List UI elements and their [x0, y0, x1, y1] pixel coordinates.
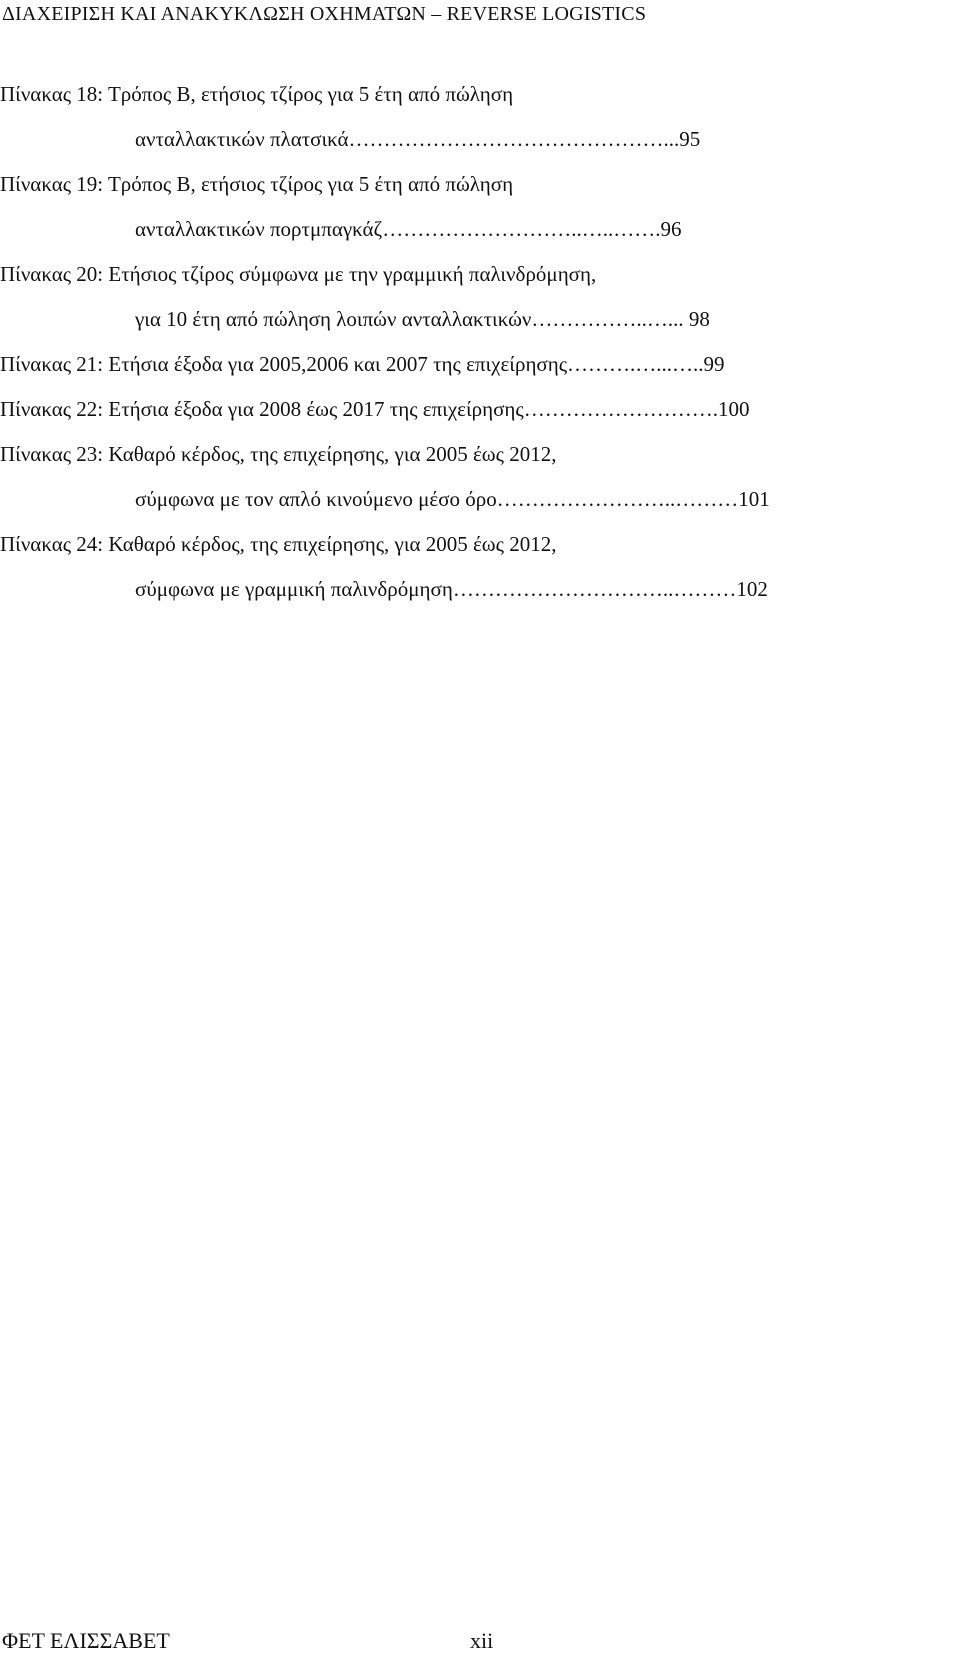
- toc-entry-23-continuation: σύμφωνα με τον απλό κινούμενο μέσο όρο……………………..………101: [135, 487, 770, 511]
- toc-entry-24-continuation: σύμφωνα με γραμμική παλινδρόμηση…………………………..………102: [135, 577, 768, 601]
- list-of-tables: [0, 72, 945, 612]
- running-header: ΔΙΑΧΕΙΡΙΣΗ ΚΑΙ ΑΝΑΚΥΚΛΩΣΗ ΟΧΗΜΑΤΩΝ – REVERSE LOGISTICS: [2, 3, 647, 25]
- toc-entry-21: Πίνακας 21: Ετήσια έξοδα για 2005,2006 και 2007 της επιχείρησης……….…...…..99: [0, 352, 725, 376]
- toc-entry-19-continuation: ανταλλακτικών πορτμπαγκάζ………………………..…..…….96: [135, 217, 682, 241]
- toc-entry-18-continuation: ανταλλακτικών πλατσικά………………………………………...95: [135, 127, 701, 151]
- toc-entry-23-title: Πίνακας 23: Καθαρό κέρδος, της επιχείρησης, για 2005 έως 2012,: [0, 442, 557, 466]
- toc-entry-20-title: Πίνακας 20: Ετήσιος τζίρος σύμφωνα με την γραμμική παλινδρόμηση,: [0, 262, 597, 286]
- footer-author: ΦΕΤ ΕΛΙΣΣΑΒΕΤ: [2, 1628, 170, 1653]
- toc-entry-18-title: Πίνακας 18: Τρόπος Β, ετήσιος τζίρος για 5 έτη από πώληση: [0, 82, 514, 106]
- footer-page-number: xii: [470, 1628, 494, 1653]
- toc-entry-22: Πίνακας 22: Ετήσια έξοδα για 2008 έως 2017 της επιχείρησης……………………….100: [0, 397, 750, 421]
- toc-entry-19-title: Πίνακας 19: Τρόπος Β, ετήσιος τζίρος για 5 έτη από πώληση: [0, 172, 514, 196]
- toc-entry-24-title: Πίνακας 24: Καθαρό κέρδος, της επιχείρησης, για 2005 έως 2012,: [0, 532, 557, 556]
- toc-entry-20-continuation: για 10 έτη από πώληση λοιπών ανταλλακτικών……………..…... 98: [135, 307, 710, 331]
